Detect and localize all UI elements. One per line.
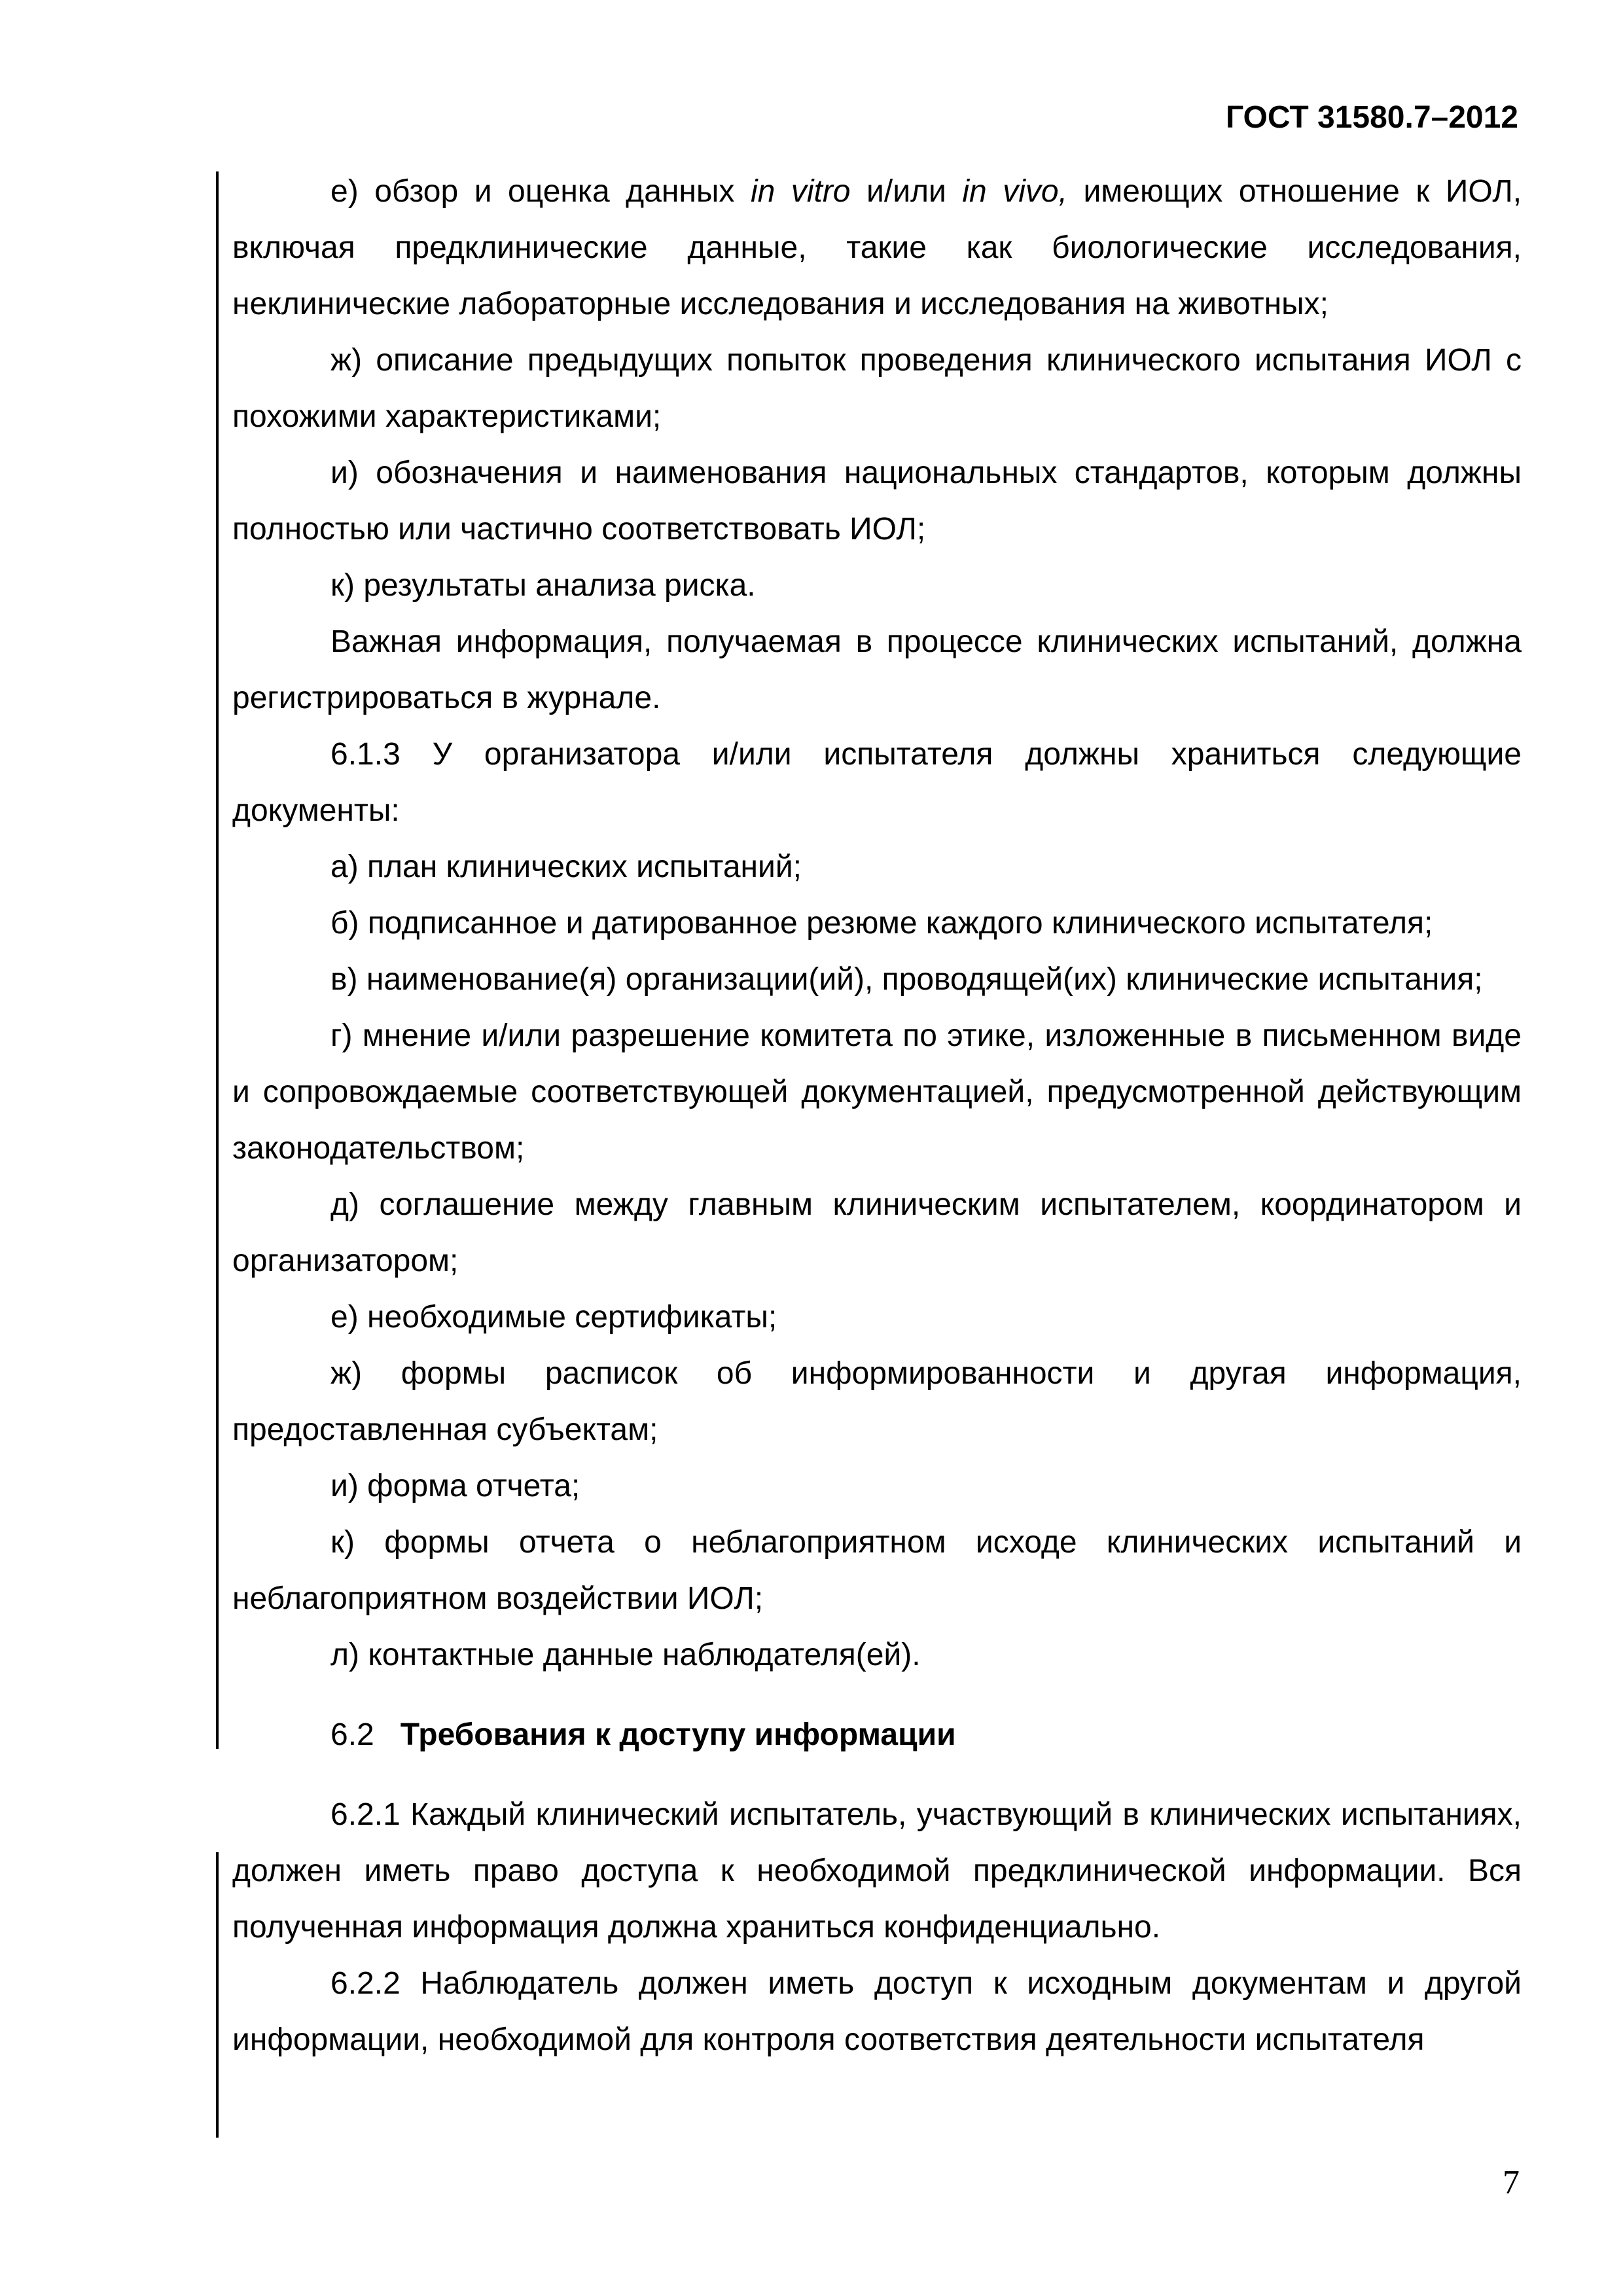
section-heading xyxy=(232,1707,1522,1763)
text-segment: к) результаты анализа риска. xyxy=(330,568,756,603)
page-number: 7 xyxy=(1503,2164,1520,2201)
text-segment: в) наименование(я) организации(ий), проводящей(их) клинические испытания; xyxy=(330,962,1483,997)
paragraph xyxy=(232,895,1522,952)
paragraph xyxy=(232,1515,1522,1627)
paragraph-block-access xyxy=(232,1787,1522,2068)
paragraph xyxy=(232,839,1522,895)
paragraph xyxy=(232,558,1522,614)
text-segment: д) соглашение между главным клиническим испытателем, координатором и организатором; xyxy=(232,1187,1522,1278)
text-segment: имеющих отношение к ИОЛ, включая предклинические данные, такие как биологические исследования, неклинические лабораторные исследования и исследования на животных; xyxy=(232,174,1522,321)
paragraph xyxy=(232,1956,1522,2068)
text-segment: л) контактные данные наблюдателя(ей). xyxy=(330,1638,921,1672)
text-segment: е) обзор и оценка данных xyxy=(330,174,751,209)
text-segment: и) обозначения и наименования национальных стандартов, которым должны полностью или частично соответствовать ИОЛ; xyxy=(232,456,1522,547)
change-bar-bottom xyxy=(216,1852,219,2138)
text-segment: ж) формы расписок об информированности и другая информация, предоставленная субъектам; xyxy=(232,1356,1522,1447)
change-bar-top xyxy=(216,171,219,1749)
italic-text: in vitro xyxy=(750,174,851,209)
text-segment: 6.1.3 У организатора и/или испытателя должны храниться следующие документы: xyxy=(232,737,1522,828)
text-segment: б) подписанное и датированное резюме каждого клинического испытателя; xyxy=(330,906,1433,941)
text-segment: 6.2.2 Наблюдатель должен иметь доступ к исходным документам и другой информации, необходимой для контроля соответствия деятельности испытателя xyxy=(232,1966,1522,2057)
paragraph xyxy=(232,1627,1522,1683)
paragraph xyxy=(232,445,1522,558)
paragraph xyxy=(232,614,1522,726)
paragraph xyxy=(232,332,1522,445)
paragraph xyxy=(232,1787,1522,1956)
paragraph xyxy=(232,1008,1522,1177)
paragraph xyxy=(232,726,1522,839)
section-title: Требования к доступу информации xyxy=(400,1717,956,1752)
text-segment: и/или xyxy=(850,174,963,209)
text-segment: к) формы отчета о неблагоприятном исходе клинических испытаний и неблагоприятном воздействии ИОЛ; xyxy=(232,1525,1522,1616)
text-segment: и) форма отчета; xyxy=(330,1469,580,1503)
italic-text: in vivo, xyxy=(962,174,1067,209)
paragraph xyxy=(232,164,1522,332)
text-segment: е) необходимые сертификаты; xyxy=(330,1300,777,1335)
paragraph xyxy=(232,1346,1522,1458)
text-segment: ж) описание предыдущих попыток проведения клинического испытания ИОЛ с похожими характеристиками; xyxy=(232,343,1522,434)
text-segment: а) план клинических испытаний; xyxy=(330,850,802,884)
text-segment: 6.2.1 Каждый клинический испытатель, участвующий в клинических испытаниях, должен иметь право доступа к необходимой предклинической информации. Вся полученная информация должна храниться конфиденциально. xyxy=(232,1797,1522,1945)
paragraph-block-list xyxy=(232,164,1522,1683)
section-number: 6.2 xyxy=(330,1717,374,1752)
text-segment: г) мнение и/или разрешение комитета по этике, изложенные в письменном виде и сопровождаемые соответствующей документацией, предусмотренной действующим законодательством; xyxy=(232,1018,1522,1166)
paragraph xyxy=(232,1177,1522,1289)
paragraph xyxy=(232,952,1522,1008)
paragraph xyxy=(232,1458,1522,1515)
text-segment: Важная информация, получаемая в процессе клинических испытаний, должна регистрироваться в журнале. xyxy=(232,624,1522,715)
paragraph xyxy=(232,1289,1522,1346)
document-id-header: ГОСТ 31580.7–2012 xyxy=(1225,100,1518,135)
document-body xyxy=(232,164,1522,2068)
